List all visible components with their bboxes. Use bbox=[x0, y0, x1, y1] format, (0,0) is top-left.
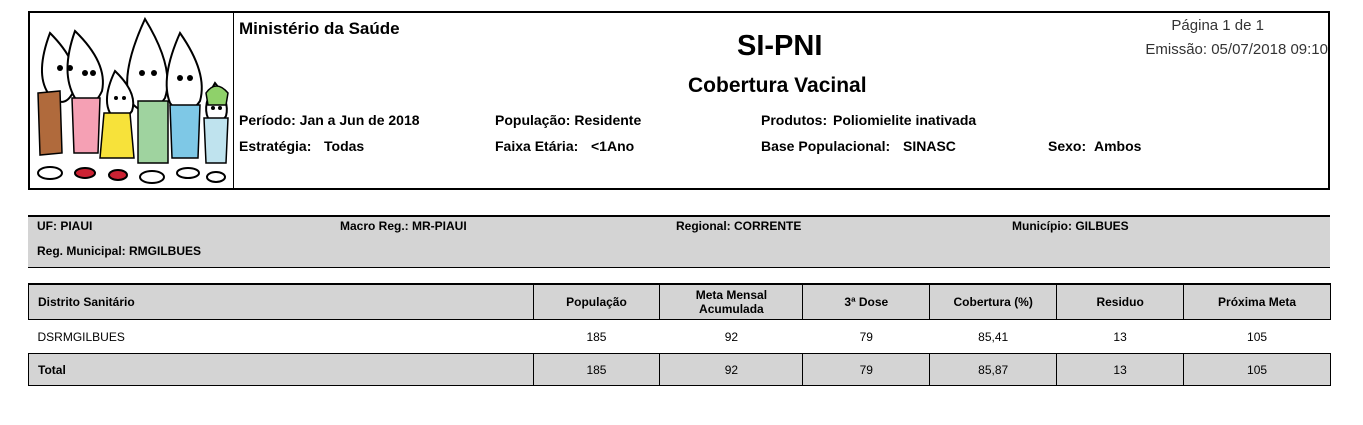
total-dose: 79 bbox=[803, 354, 930, 386]
ministry-name: Ministério da Saúde bbox=[239, 19, 400, 38]
cell-proxima-meta: 105 bbox=[1247, 329, 1268, 344]
vaccine-mascot-family-icon bbox=[30, 13, 233, 188]
regional-filter: Regional: CORRENTE bbox=[676, 219, 802, 233]
reg-municipal-filter: Reg. Municipal: RMGILBUES bbox=[37, 244, 202, 258]
total-proxima-meta: 105 bbox=[1184, 354, 1331, 386]
faixa-value: <1Ano bbox=[591, 138, 635, 154]
populacao-field: População: Residente bbox=[495, 112, 642, 128]
municipio-filter: Município: GILBUES bbox=[1012, 219, 1129, 233]
report-header bbox=[28, 11, 1330, 190]
emission-date: Emissão: 05/07/2018 09:10 bbox=[1145, 41, 1328, 58]
produtos-label: Produtos: bbox=[761, 112, 828, 128]
total-residuo: 13 bbox=[1057, 354, 1184, 386]
cell-cobertura: 85,41 bbox=[978, 329, 1009, 344]
estrategia-value: Todas bbox=[324, 138, 365, 154]
coverage-table bbox=[28, 283, 1331, 386]
col-terceira-dose: 3ª Dose bbox=[803, 284, 930, 320]
col-residuo: Residuo bbox=[1057, 284, 1184, 320]
total-label: Total bbox=[29, 354, 534, 386]
faixa-label: Faixa Etária: bbox=[495, 138, 579, 154]
produtos-value: Poliomielite inativada bbox=[833, 112, 977, 128]
cell-meta: 92 bbox=[724, 329, 739, 344]
col-meta-mensal-line2: Acumulada bbox=[699, 302, 764, 316]
cell-dose: 79 bbox=[859, 329, 873, 344]
report-title: Cobertura Vacinal bbox=[688, 74, 867, 97]
col-proxima-meta: Próxima Meta bbox=[1184, 284, 1331, 320]
col-meta-mensal bbox=[660, 284, 803, 320]
location-filter-bar bbox=[28, 215, 1330, 268]
base-value: SINASC bbox=[903, 138, 956, 154]
col-meta-mensal-line1: Meta Mensal bbox=[695, 288, 768, 302]
page-indicator: Página 1 de 1 bbox=[1171, 17, 1264, 34]
col-populacao: População bbox=[533, 284, 660, 320]
uf-filter: UF: PIAUI bbox=[37, 219, 93, 233]
macro-region-filter: Macro Reg.: MR-PIAUI bbox=[340, 219, 467, 233]
table-row bbox=[29, 320, 1331, 354]
total-cobertura: 85,87 bbox=[930, 354, 1057, 386]
cell-populacao: 185 bbox=[586, 329, 607, 344]
cell-residuo: 13 bbox=[1113, 329, 1127, 344]
total-meta: 92 bbox=[660, 354, 803, 386]
total-populacao: 185 bbox=[533, 354, 660, 386]
base-label: Base Populacional: bbox=[761, 138, 891, 154]
col-cobertura: Cobertura (%) bbox=[930, 284, 1057, 320]
periodo-field: Período: Jan a Jun de 2018 bbox=[239, 112, 420, 128]
col-distrito: Distrito Sanitário bbox=[29, 284, 534, 320]
cell-distrito: DSRMGILBUES bbox=[37, 329, 125, 344]
table-header-row bbox=[29, 284, 1331, 320]
total-row bbox=[29, 354, 1331, 386]
logo bbox=[30, 13, 234, 188]
sexo-value: Ambos bbox=[1094, 138, 1142, 154]
sexo-label: Sexo: bbox=[1048, 138, 1087, 154]
estrategia-label: Estratégia: bbox=[239, 138, 312, 154]
system-title: SI-PNI bbox=[737, 30, 823, 62]
